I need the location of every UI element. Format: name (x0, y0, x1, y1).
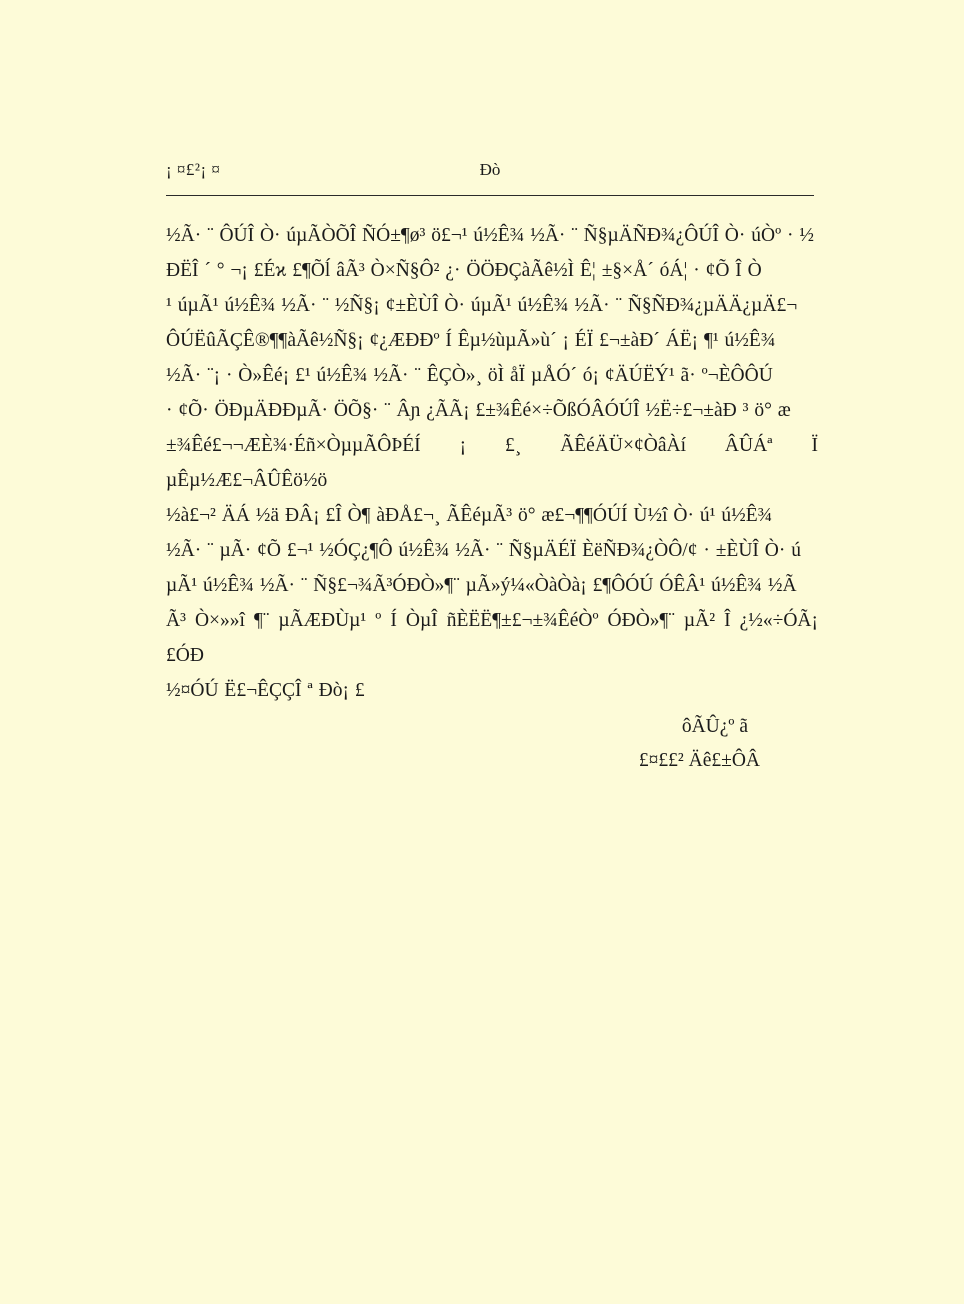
body-line: ½Ã· ¨ µÃ· ¢Õ £¬¹ ½ÓÇ¿¶Ô ú½Ê¾ ½Ã· ¨ Ñ§µÄÉÏ ÈëÑÐ¾¿ÒÔ/¢ · ±ÈÙÎ Ò· ú (166, 540, 801, 561)
page-header (166, 160, 814, 190)
body-line: µÃ¹ ú½Ê¾ ½Ã· ¨ Ñ§£¬¾Ã³ÓÐÒ»¶¨ µÃ»ý¼«ÒàÒà¡ £¶ÔÓÚ ÓÊÂ¹ ú½Ê¾ ½Ã (166, 575, 797, 596)
signature-name: ôÃÛ¿º ã (681, 716, 748, 737)
body-line: ½¤ÓÚ Ë£¬ÊÇÇÎ ª Ðò¡ £ (166, 680, 365, 701)
header-left-label: ¡ ¤£²¡ ¤ (166, 160, 221, 179)
signature-date: £¤££² Äê£±ÔÂ (638, 750, 760, 771)
body-line: Ã³ Ò×»»î ¶¨ µÃÆÐÙµ¹ º Í ÒµÎ ñÈËË¶±£¬±¾ÊéÒº ÓÐÒ»¶¨ µÃ² Î ¿½«÷ÓÃ¡ £ÓÐ (166, 610, 818, 666)
header-divider (166, 195, 814, 196)
body-line: ÐËÎ ´ ° ¬¡ £Éϰ £¶Õĺ âÃ³ Ò×Ñ§Ô² ¿· ÖÖÐÇàÃê½Ì Ê¦ ±§×Å´ óÁ¦ · ¢Õ Î Ò (166, 260, 762, 281)
signature-block (166, 710, 814, 778)
body-line: ¹ úµÃ¹ ú½Ê¾ ½Ã· ¨ ½Ñ§¡ ¢±ÈÙÎ Ò· úµÃ¹ ú½Ê¾ ½Ã· ¨ Ñ§ÑÐ¾¿µÄÄ¿µÄ£¬ (166, 295, 798, 316)
body-line: ½Ã· ¨ ÔÚÎ Ò· úµÃÒÕÎ ÑÓ±¶ø³ ö£¬¹ ú½Ê¾ ½Ã· ¨ Ñ§µÄÑÐ¾¿ÔÚÎ Ò· úÒº · ½ (166, 225, 814, 246)
body-line: ½Ã· ¨¡ · Ò»Êé¡ £¹ ú½Ê¾ ½Ã· ¨ ÊÇÒ»¸ öÌ åÏ µÅÓ´ ó¡ ¢ÄÚËÝ¹ ã· º¬ÈÔÔÚ (166, 365, 773, 386)
body-line: ½à£¬² ÄÁ ½ä ÐÂ¡ £Î Ò¶ àÐÅ£¬¸ ÃÊéµÃ³ ö° æ£¬¶¶ÓÚÍ Ù½î Ò· ú¹ ú½Ê¾ (166, 505, 773, 526)
body-text (166, 218, 818, 708)
header-center-label: Ðò (479, 160, 501, 179)
body-line: · ¢Õ· ÖÐµÄÐÐµÃ· ÖÕ§· ¨ Âɲ ¿ÃÃ¡ £±¾Êé×÷ÕßÓÂÓÚÎ ½Ë÷£¬±àÐ ³ ö° æ (166, 400, 791, 421)
body-line: ÔÚËûÃÇÊ®¶¶àÃê½Ñ§¡ ¢¿ÆÐÐº Í Êµ½ùµÃ»ù´ ¡ ÉÏ £¬±àÐ´ ÁË¡ ¶¹ ú½Ê¾ (166, 330, 776, 351)
body-line: ±¾Êé£¬¬ÆÈ¾·Éñ×ÒµµÃÔÞÉÍ ¡ £¸ ÃÊéÄÜ×¢ÒâÀí ÂÛÁª Ï µÊµ½Æ£¬ÂÛÊö½ö (166, 435, 818, 491)
